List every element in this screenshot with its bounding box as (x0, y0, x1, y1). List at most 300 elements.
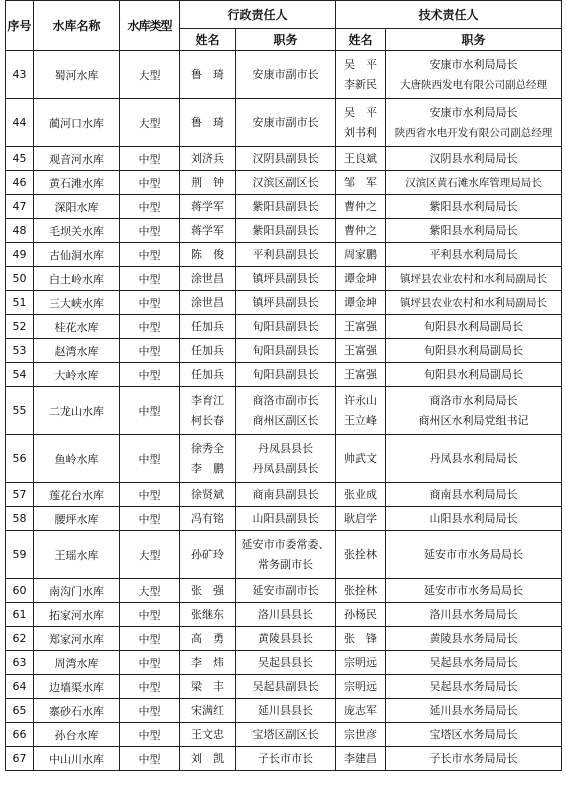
admin-position-line: 旬阳县副县长 (252, 367, 319, 381)
tech-name-line: 张拴林 (344, 547, 377, 561)
tech-position-line: 延川县水务局局长 (429, 703, 518, 717)
tech-position-line: 镇坪县农业农村和水利局副局长 (400, 272, 547, 285)
tech-name-line: 王富强 (344, 319, 377, 333)
tech-name-line: 刘书利 (344, 125, 377, 139)
admin-name (180, 315, 236, 339)
table-row (6, 315, 562, 339)
tech-name (336, 699, 386, 723)
header-tech-name: 姓名 (336, 29, 386, 51)
admin-name (180, 363, 236, 387)
tech-position (386, 675, 562, 699)
admin-position-line: 吴起县副县长 (252, 679, 319, 693)
table-row (6, 171, 562, 195)
admin-position-line: 延安市市委常委、 (241, 537, 330, 551)
reservoir-type: 中型 (120, 507, 180, 531)
admin-name (180, 603, 236, 627)
admin-name-line: 任加兵 (191, 343, 224, 357)
tech-position (386, 195, 562, 219)
table-row (6, 363, 562, 387)
tech-name (336, 531, 386, 579)
tech-name-line: 许永山 (344, 393, 377, 407)
admin-name (180, 51, 236, 99)
tech-position-line: 子长市水务局局长 (429, 751, 518, 765)
admin-position (236, 243, 336, 267)
table-row (6, 531, 562, 579)
admin-name-line: 蒋学军 (191, 199, 224, 213)
tech-position (386, 243, 562, 267)
tech-position (386, 531, 562, 579)
admin-name-line: 荆 钟 (191, 175, 224, 189)
row-number: 66 (6, 723, 34, 747)
reservoir-name: 鱼岭水库 (34, 435, 120, 483)
table-row (6, 579, 562, 603)
admin-position (236, 651, 336, 675)
admin-position-line: 吴起县县长 (258, 655, 313, 669)
admin-name (180, 243, 236, 267)
reservoir-type: 中型 (120, 651, 180, 675)
admin-name (180, 171, 236, 195)
reservoir-name: 郑家河水库 (34, 627, 120, 651)
tech-position-line: 黄陵县水务局局长 (429, 631, 518, 645)
reservoir-name: 中山川水库 (34, 747, 120, 771)
reservoir-type: 中型 (120, 267, 180, 291)
admin-position-line: 子长市市长 (258, 751, 313, 765)
admin-position (236, 291, 336, 315)
tech-name (336, 315, 386, 339)
tech-position-line: 丹凤县水利局局长 (429, 451, 518, 465)
admin-name-line: 李 鹏 (191, 461, 224, 475)
tech-name (336, 387, 386, 435)
tech-name-line: 庞志军 (344, 703, 377, 717)
admin-position (236, 363, 336, 387)
tech-position-line: 紫阳县水利局局长 (429, 223, 518, 237)
tech-position-line: 吴起县水务局局长 (429, 679, 518, 693)
table-row (6, 699, 562, 723)
row-number: 54 (6, 363, 34, 387)
reservoir-name: 白土岭水库 (34, 267, 120, 291)
admin-position-line: 紫阳县副县长 (252, 223, 319, 237)
reservoir-name: 三大峡水库 (34, 291, 120, 315)
row-number: 47 (6, 195, 34, 219)
reservoir-type: 中型 (120, 339, 180, 363)
reservoir-type: 中型 (120, 195, 180, 219)
admin-name-line: 梁 丰 (191, 679, 224, 693)
tech-name (336, 171, 386, 195)
tech-position-line: 商南县水利局局长 (429, 487, 518, 501)
reservoir-name: 蜀河水库 (34, 51, 120, 99)
tech-position (386, 579, 562, 603)
reservoir-name: 王瑶水库 (34, 531, 120, 579)
admin-position-line: 平利县副县长 (252, 247, 319, 261)
admin-position-line: 商洛市副市长 (252, 393, 319, 407)
admin-position (236, 435, 336, 483)
admin-position (236, 699, 336, 723)
admin-position (236, 603, 336, 627)
row-number: 67 (6, 747, 34, 771)
row-number: 59 (6, 531, 34, 579)
reservoir-type: 中型 (120, 627, 180, 651)
reservoir-name: 蔺河口水库 (34, 99, 120, 147)
admin-position-line: 丹凤县副县长 (252, 461, 319, 475)
tech-name (336, 723, 386, 747)
tech-position-line: 旬阳县水利局副局长 (424, 343, 523, 357)
admin-name-line: 任加兵 (191, 319, 224, 333)
table-row (6, 627, 562, 651)
admin-name-line: 王文忠 (191, 727, 224, 741)
reservoir-type: 中型 (120, 219, 180, 243)
tech-position-line: 陕西省水电开发有限公司副总经理 (394, 126, 553, 139)
row-number: 50 (6, 267, 34, 291)
tech-name-line: 吴 平 (344, 105, 377, 119)
admin-name-line: 张 强 (191, 583, 224, 597)
reservoir-name: 二龙山水库 (34, 387, 120, 435)
admin-name (180, 627, 236, 651)
reservoir-type: 中型 (120, 699, 180, 723)
table-row (6, 483, 562, 507)
admin-position-line: 洛川县县长 (258, 607, 313, 621)
admin-name (180, 267, 236, 291)
reservoir-type: 大型 (120, 51, 180, 99)
tech-position-line: 镇坪县农业农村和水利局副局长 (400, 296, 547, 309)
tech-position-line: 延安市市水务局局长 (424, 547, 523, 561)
admin-position (236, 267, 336, 291)
admin-position (236, 219, 336, 243)
reservoir-name: 古仙洞水库 (34, 243, 120, 267)
admin-name-line: 冯有铭 (191, 511, 224, 525)
admin-name (180, 699, 236, 723)
row-number: 45 (6, 147, 34, 171)
reservoir-name: 周湾水库 (34, 651, 120, 675)
admin-position (236, 483, 336, 507)
tech-name-line: 宗世彦 (344, 727, 377, 741)
admin-position (236, 387, 336, 435)
reservoir-name: 拓家河水库 (34, 603, 120, 627)
table-row (6, 243, 562, 267)
reservoir-name: 赵湾水库 (34, 339, 120, 363)
tech-position-line: 洛川县水务局局长 (429, 607, 518, 621)
admin-position-line: 旬阳县副县长 (252, 343, 319, 357)
tech-name-line: 李建昌 (344, 751, 377, 765)
reservoir-name: 腰坪水库 (34, 507, 120, 531)
header-reservoir-type: 水库类型 (120, 1, 180, 51)
tech-position-line: 商洛市水利局局长 (429, 393, 518, 407)
admin-position (236, 147, 336, 171)
tech-name-line: 宗明远 (344, 679, 377, 693)
tech-position (386, 315, 562, 339)
tech-name-line: 曹仲之 (344, 199, 377, 213)
tech-name-line: 耿启学 (344, 511, 377, 525)
tech-position-line: 大唐陕西发电有限公司副总经理 (400, 78, 547, 91)
tech-position-line: 延安市市水务局局长 (424, 583, 523, 597)
reservoir-name: 寨砂石水库 (34, 699, 120, 723)
admin-position-line: 商州区副区长 (252, 413, 319, 427)
reservoir-type: 中型 (120, 291, 180, 315)
tech-position (386, 651, 562, 675)
admin-name-line: 徐贤斌 (191, 487, 224, 501)
admin-name (180, 435, 236, 483)
admin-position-line: 紫阳县副县长 (252, 199, 319, 213)
admin-position-line: 山阳县副县长 (252, 511, 319, 525)
admin-name (180, 531, 236, 579)
admin-name-line: 蒋学军 (191, 223, 224, 237)
row-number: 58 (6, 507, 34, 531)
tech-name (336, 291, 386, 315)
tech-name-line: 曹仲之 (344, 223, 377, 237)
tech-position-line: 安康市水利局局长 (429, 57, 518, 71)
table-row (6, 723, 562, 747)
admin-position (236, 171, 336, 195)
tech-name (336, 507, 386, 531)
row-number: 57 (6, 483, 34, 507)
tech-name-line: 孙杨民 (344, 607, 377, 621)
row-number: 63 (6, 651, 34, 675)
table-row (6, 651, 562, 675)
admin-name (180, 483, 236, 507)
tech-position (386, 339, 562, 363)
row-number: 52 (6, 315, 34, 339)
tech-name (336, 603, 386, 627)
table-row (6, 339, 562, 363)
tech-position-line: 紫阳县水利局局长 (429, 199, 518, 213)
admin-position-line: 常务副市长 (258, 557, 313, 571)
table-row (6, 219, 562, 243)
header-seq: 序号 (6, 1, 34, 51)
admin-name (180, 339, 236, 363)
row-number: 61 (6, 603, 34, 627)
row-number: 44 (6, 99, 34, 147)
reservoir-type: 中型 (120, 363, 180, 387)
tech-position-line: 平利县水利局局长 (429, 247, 518, 261)
admin-position (236, 723, 336, 747)
admin-name (180, 651, 236, 675)
admin-position-line: 旬阳县副县长 (252, 319, 319, 333)
tech-position (386, 483, 562, 507)
tech-name (336, 267, 386, 291)
tech-name-line: 张业成 (344, 487, 377, 501)
tech-position (386, 363, 562, 387)
tech-position-line: 汉滨区黄石滩水库管理局局长 (405, 176, 542, 189)
admin-name-line: 李育江 (191, 393, 224, 407)
tech-position (386, 267, 562, 291)
table-row (6, 603, 562, 627)
admin-position-line: 黄陵县县长 (258, 631, 313, 645)
tech-name-line: 王富强 (344, 367, 377, 381)
admin-position (236, 627, 336, 651)
row-number: 64 (6, 675, 34, 699)
tech-position-line: 旬阳县水利局副局长 (424, 319, 523, 333)
admin-name (180, 723, 236, 747)
tech-position (386, 51, 562, 99)
admin-name-line: 宋满红 (191, 703, 224, 717)
reservoir-name: 孙台水库 (34, 723, 120, 747)
tech-position (386, 387, 562, 435)
tech-position (386, 603, 562, 627)
header-admin-name: 姓名 (180, 29, 236, 51)
tech-position (386, 219, 562, 243)
tech-position (386, 723, 562, 747)
admin-position-line: 汉阴县副县长 (252, 151, 319, 165)
tech-name (336, 219, 386, 243)
row-number: 48 (6, 219, 34, 243)
admin-name-line: 涂世昌 (191, 295, 224, 309)
admin-name-line: 涂世昌 (191, 271, 224, 285)
reservoir-type: 中型 (120, 243, 180, 267)
reservoir-name: 深阳水库 (34, 195, 120, 219)
reservoir-type: 中型 (120, 315, 180, 339)
tech-position (386, 699, 562, 723)
tech-position (386, 747, 562, 771)
tech-name (336, 147, 386, 171)
admin-position (236, 507, 336, 531)
admin-name-line: 徐秀全 (191, 441, 224, 455)
admin-position-line: 宝塔区副区长 (252, 727, 319, 741)
tech-name (336, 51, 386, 99)
tech-name-line: 张拴林 (344, 583, 377, 597)
admin-position-line: 安康市副市长 (252, 115, 319, 129)
table-row (6, 747, 562, 771)
tech-position (386, 99, 562, 147)
row-number: 65 (6, 699, 34, 723)
reservoir-name: 南沟门水库 (34, 579, 120, 603)
row-number: 55 (6, 387, 34, 435)
reservoir-name: 桂花水库 (34, 315, 120, 339)
reservoir-type: 大型 (120, 99, 180, 147)
admin-name (180, 747, 236, 771)
tech-name (336, 483, 386, 507)
admin-position-line: 商南县副县长 (252, 487, 319, 501)
admin-name (180, 579, 236, 603)
table-row (6, 147, 562, 171)
tech-position-line: 吴起县水务局局长 (429, 655, 518, 669)
admin-position (236, 51, 336, 99)
admin-name (180, 147, 236, 171)
admin-name-line: 任加兵 (191, 367, 224, 381)
admin-position-line: 汉滨区副区长 (252, 175, 319, 189)
reservoir-name: 毛坝关水库 (34, 219, 120, 243)
admin-position-line: 安康市副市长 (252, 67, 319, 81)
tech-position-line: 安康市水利局局长 (429, 105, 518, 119)
row-number: 62 (6, 627, 34, 651)
admin-name-line: 鲁 琦 (191, 115, 224, 129)
tech-name (336, 435, 386, 483)
table-row (6, 387, 562, 435)
reservoir-name: 黄石滩水库 (34, 171, 120, 195)
tech-name (336, 627, 386, 651)
admin-position-line: 延川县县长 (258, 703, 313, 717)
admin-position (236, 339, 336, 363)
reservoir-type: 中型 (120, 171, 180, 195)
admin-name (180, 291, 236, 315)
table-body (6, 51, 562, 771)
reservoir-name: 大岭水库 (34, 363, 120, 387)
tech-name-line: 谭金坤 (344, 295, 377, 309)
admin-name-line: 鲁 琦 (191, 67, 224, 81)
reservoir-name: 观音河水库 (34, 147, 120, 171)
tech-name-line: 王良斌 (344, 151, 377, 165)
table-row (6, 291, 562, 315)
tech-name (336, 747, 386, 771)
tech-position-line: 宝塔区水务局局长 (429, 727, 518, 741)
tech-position (386, 627, 562, 651)
reservoir-type: 中型 (120, 147, 180, 171)
admin-name (180, 195, 236, 219)
tech-name-line: 宗明远 (344, 655, 377, 669)
table-row (6, 195, 562, 219)
table-row (6, 507, 562, 531)
admin-position (236, 675, 336, 699)
header-admin-position: 职务 (236, 29, 336, 51)
tech-name (336, 675, 386, 699)
row-number: 53 (6, 339, 34, 363)
reservoir-type: 中型 (120, 747, 180, 771)
reservoir-responsibility-table (5, 0, 562, 771)
admin-name-line: 李 炜 (191, 655, 224, 669)
admin-position (236, 195, 336, 219)
row-number: 51 (6, 291, 34, 315)
admin-position-line: 镇坪县副县长 (252, 271, 319, 285)
tech-position-line: 山阳县水利局局长 (429, 511, 518, 525)
tech-position-line: 旬阳县水利局副局长 (424, 367, 523, 381)
admin-name (180, 219, 236, 243)
admin-name-line: 刘 凯 (191, 751, 224, 765)
tech-position (386, 435, 562, 483)
admin-position (236, 747, 336, 771)
tech-name (336, 195, 386, 219)
table-row (6, 435, 562, 483)
row-number: 49 (6, 243, 34, 267)
reservoir-name: 边墙渠水库 (34, 675, 120, 699)
admin-position (236, 579, 336, 603)
tech-position (386, 291, 562, 315)
tech-name-line: 李新民 (344, 77, 377, 91)
row-number: 60 (6, 579, 34, 603)
admin-name-line: 张继东 (191, 607, 224, 621)
tech-name (336, 339, 386, 363)
reservoir-type: 中型 (120, 603, 180, 627)
reservoir-type: 中型 (120, 435, 180, 483)
admin-name (180, 99, 236, 147)
header-admin-responsible: 行政责任人 (180, 1, 336, 29)
tech-name-line: 吴 平 (344, 57, 377, 71)
tech-position-line: 汉阴县水利局局长 (429, 151, 518, 165)
tech-name (336, 99, 386, 147)
tech-name-line: 周家鹏 (344, 247, 377, 261)
admin-name-line: 刘济兵 (191, 151, 224, 165)
tech-name (336, 363, 386, 387)
tech-name (336, 651, 386, 675)
reservoir-type: 大型 (120, 531, 180, 579)
admin-position-line: 丹凤县县长 (258, 441, 313, 455)
table-row (6, 51, 562, 99)
admin-position (236, 315, 336, 339)
admin-name-line: 柯长春 (191, 413, 224, 427)
tech-position (386, 171, 562, 195)
row-number: 56 (6, 435, 34, 483)
admin-position-line: 延安市副市长 (252, 583, 319, 597)
header-reservoir-name: 水库名称 (34, 1, 120, 51)
tech-name-line: 王富强 (344, 343, 377, 357)
admin-name (180, 675, 236, 699)
reservoir-type: 中型 (120, 387, 180, 435)
tech-position-line: 商州区水利局党组书记 (418, 413, 529, 427)
admin-name-line: 孙矿玲 (191, 547, 224, 561)
table-row (6, 267, 562, 291)
header-tech-responsible: 技术责任人 (336, 1, 562, 29)
reservoir-name: 莲花台水库 (34, 483, 120, 507)
row-number: 46 (6, 171, 34, 195)
tech-position (386, 147, 562, 171)
row-number: 43 (6, 51, 34, 99)
